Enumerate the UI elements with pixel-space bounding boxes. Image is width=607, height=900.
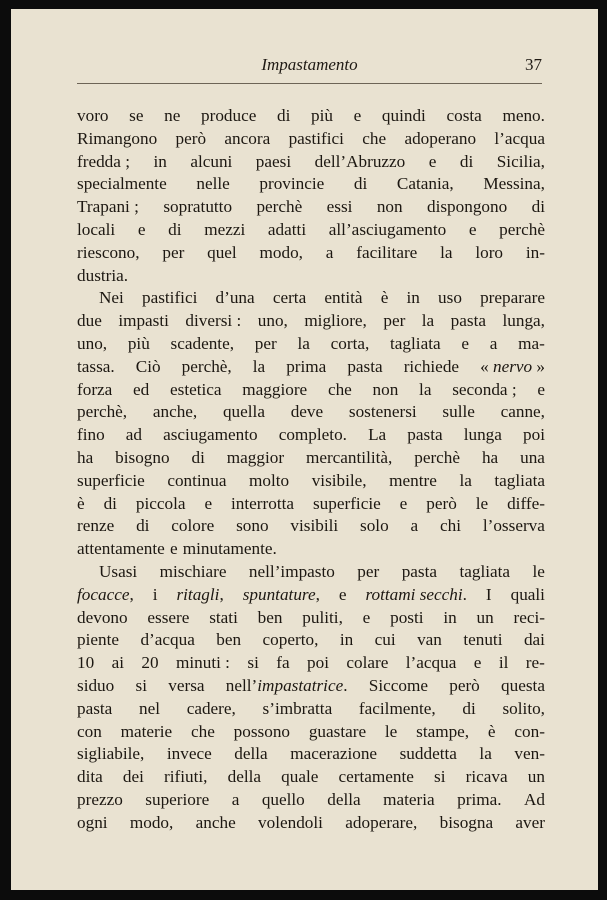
running-head xyxy=(77,55,542,81)
word: essi xyxy=(326,197,353,217)
word: entità xyxy=(324,288,363,308)
word: con xyxy=(77,721,102,741)
word: bisogna xyxy=(439,812,494,832)
text-line xyxy=(77,196,545,219)
word: quali xyxy=(510,584,545,604)
word: scadente, xyxy=(170,333,235,353)
word: sopratutto xyxy=(163,197,233,217)
text-line xyxy=(77,698,545,721)
word: cui xyxy=(374,630,396,650)
word: l’acqua xyxy=(405,653,457,673)
text-line xyxy=(77,128,545,151)
word: costa xyxy=(446,106,482,125)
word: che xyxy=(362,128,387,148)
word: poi xyxy=(523,425,545,445)
word: con- xyxy=(514,721,545,741)
word: materia xyxy=(383,789,435,809)
word: re- xyxy=(525,653,545,673)
word: dai xyxy=(523,630,545,650)
word: aver xyxy=(515,812,545,832)
word: la xyxy=(440,242,453,262)
word: di xyxy=(277,106,291,125)
text-line xyxy=(77,629,545,652)
word: si xyxy=(247,653,259,673)
word: un xyxy=(476,607,494,627)
word: provincie xyxy=(259,174,325,194)
word: sono xyxy=(236,516,269,536)
word: molto xyxy=(249,470,290,490)
word: e xyxy=(338,584,347,604)
word: ma- xyxy=(518,333,545,353)
word: sigliabile, xyxy=(77,744,145,764)
word: ha xyxy=(481,447,499,467)
word: specialmente xyxy=(77,174,167,194)
word: modo, xyxy=(129,812,174,832)
text-line xyxy=(77,151,545,174)
word: una xyxy=(520,447,545,467)
word: asciugamento xyxy=(163,425,258,445)
word: spuntature, xyxy=(242,584,320,604)
word: di xyxy=(459,151,474,171)
text-line xyxy=(77,265,545,288)
word: paesi xyxy=(255,151,292,171)
text-line xyxy=(77,310,545,333)
text-line xyxy=(77,743,545,766)
word: adatti xyxy=(267,219,307,239)
word: sulle xyxy=(442,402,475,422)
word: forza xyxy=(77,379,113,399)
word: Rimangono xyxy=(77,128,158,148)
text-line xyxy=(77,105,545,128)
text-line xyxy=(77,515,545,538)
word: di xyxy=(168,219,182,239)
word: si xyxy=(434,767,446,787)
word: pasta xyxy=(77,698,113,718)
word: puliti, xyxy=(302,607,343,627)
word: e xyxy=(353,106,362,125)
text-line xyxy=(77,219,545,242)
word: Ad xyxy=(523,789,545,809)
word: visibili xyxy=(290,516,339,536)
word: solito, xyxy=(502,698,545,718)
text-line xyxy=(77,356,545,379)
word: la xyxy=(459,470,472,490)
word: ancora xyxy=(224,128,271,148)
word: perchè, xyxy=(77,402,128,422)
word: versa xyxy=(168,675,205,695)
word: cadere, xyxy=(186,698,236,718)
word: le xyxy=(532,561,545,581)
word: e xyxy=(428,151,437,171)
text-line xyxy=(77,173,545,196)
book-page xyxy=(11,9,598,890)
word: rottami secchi. xyxy=(365,584,467,604)
word: a xyxy=(489,333,498,353)
word: certa xyxy=(272,288,307,308)
word: perchè xyxy=(256,197,303,217)
word: piccola xyxy=(135,493,186,513)
word: perchè xyxy=(499,219,545,239)
word: attentamente xyxy=(77,539,165,559)
word: Trapani ; xyxy=(77,197,139,217)
word: visibile, xyxy=(311,470,367,490)
word: minuti : xyxy=(176,653,230,673)
word: posti xyxy=(390,607,424,627)
word: e xyxy=(169,539,178,559)
word: minutamente. xyxy=(182,539,277,559)
text-line xyxy=(77,242,545,265)
chapter-title: Impastamento xyxy=(261,55,358,74)
word: interrotta xyxy=(231,493,295,513)
text-line xyxy=(77,470,545,493)
word: è xyxy=(487,721,496,741)
word: se xyxy=(129,106,144,125)
text-line xyxy=(77,675,545,698)
word: quindi xyxy=(381,106,426,125)
word: tassa. xyxy=(77,356,115,376)
word: deve xyxy=(290,402,324,422)
word: che xyxy=(190,721,215,741)
word: perchè, xyxy=(181,356,232,376)
word: guastare xyxy=(308,721,367,741)
word: focacce, xyxy=(77,584,134,604)
text-line xyxy=(77,812,545,835)
word: a xyxy=(410,516,419,536)
word: e xyxy=(362,607,371,627)
word: dita xyxy=(77,767,103,787)
page-number: 37 xyxy=(525,55,542,74)
word: rifiuti, xyxy=(164,767,208,787)
word: prima. xyxy=(457,789,502,809)
word: non xyxy=(376,197,403,217)
word: s’imbratta xyxy=(262,698,333,718)
word: di xyxy=(462,698,476,718)
word: ven- xyxy=(514,744,545,764)
word: tagliata xyxy=(494,470,545,490)
word: quel xyxy=(207,242,237,262)
word: la xyxy=(297,333,310,353)
word: nel xyxy=(139,698,161,718)
word: quello xyxy=(261,789,305,809)
word: adoperare, xyxy=(345,812,418,832)
word: in xyxy=(443,607,457,627)
word: Siccome xyxy=(368,675,428,695)
word: dispongono xyxy=(427,197,508,217)
word: « nervo » xyxy=(480,356,545,376)
word: ben xyxy=(216,630,242,650)
word: facilmente, xyxy=(358,698,436,718)
word: in- xyxy=(525,242,545,262)
word: della xyxy=(327,789,361,809)
word: per xyxy=(162,242,185,262)
word: suddetta xyxy=(399,744,457,764)
word: maggiore xyxy=(242,379,308,399)
word: ricava xyxy=(465,767,508,787)
word: uno, xyxy=(257,311,288,331)
word: pasta xyxy=(407,425,443,445)
word: meno. xyxy=(502,106,545,125)
word: Sicilia, xyxy=(496,151,545,171)
word: di xyxy=(136,516,150,536)
word: poi xyxy=(307,653,329,673)
word: le xyxy=(384,721,398,741)
word: più xyxy=(311,106,333,125)
word: colore xyxy=(171,516,215,536)
word: stampe, xyxy=(416,721,470,741)
word: maggior xyxy=(226,447,285,467)
word: dustria. xyxy=(77,265,129,285)
word: 10 xyxy=(77,653,95,673)
word: all’asciugamento xyxy=(328,219,447,239)
word: pasta xyxy=(347,356,383,376)
word: dei xyxy=(122,767,144,787)
word: ai xyxy=(111,653,124,673)
word: i xyxy=(152,584,158,604)
word: superficie xyxy=(312,493,381,513)
word: la xyxy=(421,311,435,331)
text-line xyxy=(77,607,545,630)
word: anche, xyxy=(152,402,198,422)
text-line xyxy=(77,424,545,447)
word: 20 xyxy=(141,653,159,673)
word: piente xyxy=(77,630,119,650)
word: macerazione xyxy=(290,744,378,764)
text-line xyxy=(77,401,545,424)
word: van xyxy=(417,630,442,650)
word: fino xyxy=(77,425,105,445)
word: chi xyxy=(440,516,461,536)
text-line xyxy=(77,287,545,310)
word: colare xyxy=(346,653,389,673)
word: d’una xyxy=(215,288,255,308)
word: però xyxy=(426,493,457,513)
word: estetica xyxy=(170,379,222,399)
word: ben xyxy=(257,607,283,627)
word: d’acqua xyxy=(140,630,195,650)
text-line xyxy=(77,333,545,356)
word: non xyxy=(372,379,399,399)
word: facilitare xyxy=(356,242,418,262)
word: I xyxy=(485,584,492,604)
word: nelle xyxy=(196,174,230,194)
word: per xyxy=(357,561,380,581)
word: il xyxy=(498,653,509,673)
word: devono xyxy=(77,607,128,627)
word: mentre xyxy=(389,470,437,490)
word: tagliata xyxy=(459,561,511,581)
word: Messina, xyxy=(483,174,545,194)
word: si xyxy=(135,675,147,695)
word: Catania, xyxy=(396,174,454,194)
word: pasta xyxy=(450,311,486,331)
header-rule xyxy=(77,83,542,84)
word: adoperano xyxy=(404,128,477,148)
word: Nei xyxy=(99,288,124,308)
word: l’acqua xyxy=(494,128,545,148)
word: pastifici xyxy=(288,128,344,148)
word: e xyxy=(399,493,408,513)
text-line xyxy=(77,652,545,675)
word: però xyxy=(449,675,480,695)
word: nell’impastatrice. xyxy=(225,675,348,695)
word: e xyxy=(537,379,545,399)
word: volendoli xyxy=(258,812,323,832)
word: preparare xyxy=(480,288,545,308)
word: un xyxy=(527,767,545,787)
word: stati xyxy=(209,607,238,627)
word: la xyxy=(479,744,492,764)
word: la xyxy=(252,356,266,376)
text-line xyxy=(77,379,545,402)
word: quella xyxy=(222,402,265,422)
word: più xyxy=(127,333,150,353)
word: due xyxy=(77,311,102,331)
word: modo, xyxy=(259,242,303,262)
word: invece xyxy=(166,744,212,764)
word: alcuni xyxy=(190,151,233,171)
word: coperto, xyxy=(262,630,319,650)
text-line xyxy=(77,447,545,470)
word: riescono, xyxy=(77,242,140,262)
word: produce xyxy=(201,106,257,125)
word: della xyxy=(227,767,262,787)
text-line xyxy=(77,584,545,607)
word: prezzo xyxy=(77,789,123,809)
word: a xyxy=(325,242,334,262)
word: renze xyxy=(77,516,115,536)
text-line xyxy=(77,493,545,516)
word: in xyxy=(153,151,167,171)
word: perchè xyxy=(414,447,461,467)
word: superficie xyxy=(77,470,145,490)
word: ed xyxy=(133,379,150,399)
text-line xyxy=(77,561,545,584)
text-line xyxy=(77,766,545,789)
word: di xyxy=(353,174,368,194)
word: superiore xyxy=(145,789,210,809)
word: che xyxy=(327,379,352,399)
word: ritagli, xyxy=(176,584,224,604)
word: Ciò xyxy=(135,356,161,376)
word: La xyxy=(368,425,387,445)
word: diffe- xyxy=(507,493,545,513)
word: mezzi xyxy=(204,219,246,239)
word: migliore, xyxy=(304,311,367,331)
word: mercantilità, xyxy=(305,447,393,467)
word: Usasi xyxy=(99,561,138,581)
word: però xyxy=(175,128,207,148)
word: le xyxy=(475,493,489,513)
word: solo xyxy=(360,516,389,536)
word: e xyxy=(461,333,470,353)
word: sostenersi xyxy=(348,402,417,422)
word: e xyxy=(204,493,213,513)
word: anche xyxy=(195,812,236,832)
word: richiede xyxy=(403,356,460,376)
word: ha xyxy=(77,447,94,467)
word: lunga xyxy=(463,425,502,445)
word: fa xyxy=(276,653,290,673)
word: uno, xyxy=(77,333,108,353)
word: e xyxy=(473,653,482,673)
word: bisogno xyxy=(115,447,170,467)
word: locali xyxy=(77,219,116,239)
word: uso xyxy=(438,288,462,308)
word: completo. xyxy=(278,425,347,445)
word: mischiare xyxy=(159,561,227,581)
word: prima xyxy=(286,356,327,376)
word: per xyxy=(254,333,277,353)
word: tagliata xyxy=(390,333,441,353)
word: nell’impasto xyxy=(248,561,335,581)
word: di xyxy=(531,197,545,217)
word: reci- xyxy=(513,607,545,627)
text-line xyxy=(77,538,545,561)
word: canne, xyxy=(500,402,545,422)
word: di xyxy=(103,493,117,513)
word: questa xyxy=(501,675,545,695)
word: quale xyxy=(281,767,319,787)
word: in xyxy=(406,288,420,308)
word: loro xyxy=(475,242,504,262)
text-line xyxy=(77,789,545,812)
word: fredda ; xyxy=(77,151,130,171)
word: tenuti xyxy=(463,630,503,650)
word: siduo xyxy=(77,675,115,695)
word: dell’Abruzzo xyxy=(314,151,406,171)
word: è xyxy=(380,288,389,308)
word: lunga, xyxy=(502,311,545,331)
word: è xyxy=(77,493,85,513)
word: di xyxy=(191,447,205,467)
word: impasti xyxy=(118,311,169,331)
word: seconda ; xyxy=(452,379,517,399)
word: pasta xyxy=(401,561,438,581)
word: l’osserva xyxy=(482,516,545,536)
word: diversi : xyxy=(185,311,242,331)
word: pastifici xyxy=(141,288,198,308)
word: a xyxy=(231,789,240,809)
word: in xyxy=(339,630,354,650)
body-text xyxy=(77,105,545,835)
word: e xyxy=(468,219,477,239)
word: ne xyxy=(164,106,181,125)
word: essere xyxy=(147,607,190,627)
text-line xyxy=(77,721,545,744)
word: certamente xyxy=(338,767,414,787)
word: materie xyxy=(120,721,173,741)
word: possono xyxy=(233,721,291,741)
word: voro xyxy=(77,106,109,125)
word: e xyxy=(137,219,146,239)
word: corta, xyxy=(330,333,370,353)
word: continua xyxy=(167,470,227,490)
word: per xyxy=(383,311,406,331)
word: ad xyxy=(125,425,143,445)
word: ogni xyxy=(77,812,108,832)
word: la xyxy=(419,379,432,399)
word: della xyxy=(234,744,268,764)
